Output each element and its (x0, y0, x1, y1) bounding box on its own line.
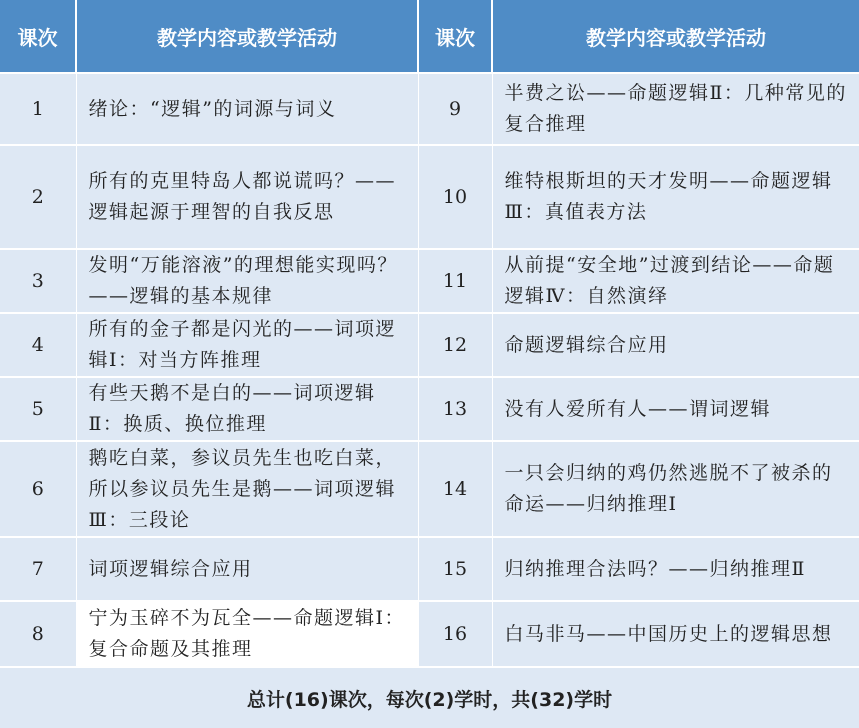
table-row (0, 145, 859, 249)
session-number: 9 (418, 73, 492, 145)
session-content: 一只会归纳的鸡仍然逃脱不了被杀的命运——归纳推理Ⅰ (492, 441, 859, 537)
session-number: 2 (0, 145, 76, 249)
session-content: 归纳推理合法吗？——归纳推理Ⅱ (492, 537, 859, 601)
session-content: 所有的克里特岛人都说谎吗？——逻辑起源于理智的自我反思 (76, 145, 418, 249)
header-session-right: 课次 (418, 0, 492, 73)
header-row (0, 0, 859, 73)
session-content: 半费之讼——命题逻辑Ⅱ：几种常见的复合推理 (492, 73, 859, 145)
session-number: 16 (418, 601, 492, 667)
session-number: 11 (418, 249, 492, 313)
table-row (0, 537, 859, 601)
table-row (0, 249, 859, 313)
session-number: 8 (0, 601, 76, 667)
session-content: 命题逻辑综合应用 (492, 313, 859, 377)
session-content: 发明“万能溶液”的理想能实现吗？——逻辑的基本规律 (76, 249, 418, 313)
session-number: 12 (418, 313, 492, 377)
session-content: 维特根斯坦的天才发明——命题逻辑Ⅲ：真值表方法 (492, 145, 859, 249)
session-number: 3 (0, 249, 76, 313)
total-row (0, 667, 859, 728)
session-content: 绪论：“逻辑”的词源与词义 (76, 73, 418, 145)
session-content: 宁为玉碎不为瓦全——命题逻辑Ⅰ：复合命题及其推理 (76, 601, 418, 667)
session-number: 4 (0, 313, 76, 377)
table-row (0, 441, 859, 537)
session-number: 6 (0, 441, 76, 537)
header-content-left: 教学内容或教学活动 (76, 0, 418, 73)
total-summary: 总计(16)课次，每次(2)学时，共(32)学时 (0, 667, 859, 728)
session-number: 5 (0, 377, 76, 441)
table-row (0, 601, 859, 667)
session-number: 13 (418, 377, 492, 441)
session-content: 所有的金子都是闪光的——词项逻辑Ⅰ：对当方阵推理 (76, 313, 418, 377)
table-row (0, 313, 859, 377)
table-row (0, 73, 859, 145)
header-session-left: 课次 (0, 0, 76, 73)
session-number: 7 (0, 537, 76, 601)
session-content: 白马非马——中国历史上的逻辑思想 (492, 601, 859, 667)
session-number: 15 (418, 537, 492, 601)
session-content: 词项逻辑综合应用 (76, 537, 418, 601)
session-content: 从前提“安全地”过渡到结论——命题逻辑Ⅳ：自然演绎 (492, 249, 859, 313)
table-row (0, 377, 859, 441)
session-content: 鹅吃白菜，参议员先生也吃白菜，所以参议员先生是鹅——词项逻辑Ⅲ：三段论 (76, 441, 418, 537)
session-number: 1 (0, 73, 76, 145)
session-content: 有些天鹅不是白的——词项逻辑Ⅱ：换质、换位推理 (76, 377, 418, 441)
header-content-right: 教学内容或教学活动 (492, 0, 859, 73)
session-number: 14 (418, 441, 492, 537)
session-content: 没有人爱所有人——谓词逻辑 (492, 377, 859, 441)
session-number: 10 (418, 145, 492, 249)
